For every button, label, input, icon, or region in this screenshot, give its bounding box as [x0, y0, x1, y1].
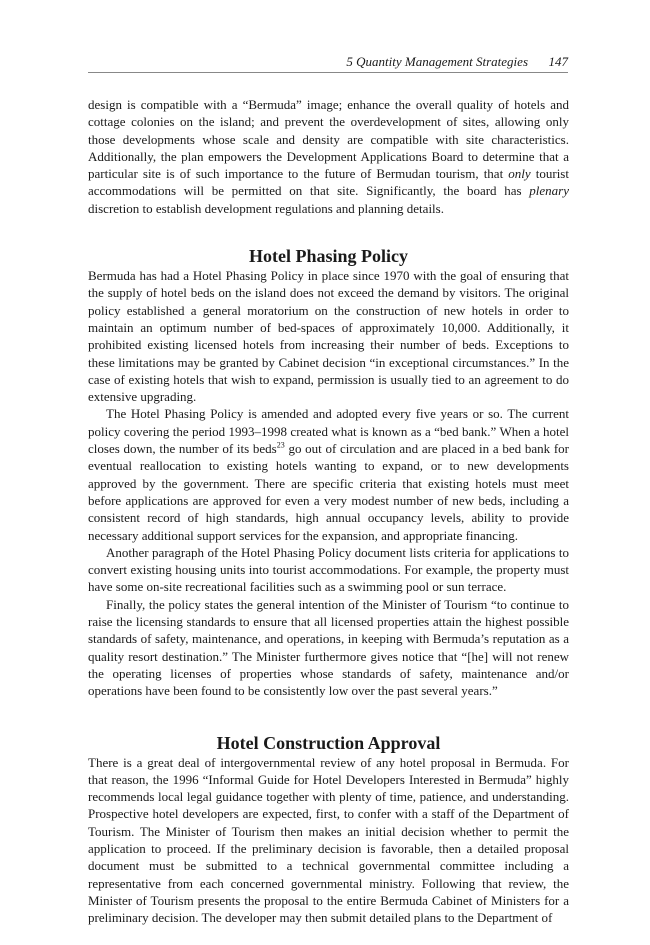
intro-emphasis-only: only: [508, 166, 531, 182]
intro-text-c: discretion to establish development regulations and planning details.: [88, 200, 444, 216]
intro-emphasis-plenary: plenary: [529, 183, 569, 199]
construction-paragraph-1: There is a great deal of intergovernmental review of any hotel proposal in Bermuda. For that reason, the 1996 “Informal Guide for Hotel Developers Interested in Bermuda” highly recommends local legal guidance together with plenty of time, patience, and understanding. Prospective hotel developers are expected, first, to confer with a staff of the Department of Tourism. The Minister of Tourism then makes an initial decision whether to permit the application to proceed. If the preliminary decision is favorable, then a detailed proposal document must be submitted to a technical governmental committee including a representative from each concerned governmental ministry. Following that review, the Minister of Tourism presents the proposal to the entire Bermuda Cabinet of Ministers for a preliminary decision. The developer may then submit detailed plans to the Department of: [88, 754, 569, 926]
intro-text-a: design is compatible with a “Bermuda” image; enhance the overall quality of hotels and cottage colonies on the island; and prevent the overdevelopment of sites, allowing only those developments whose scale and density are compatible with site characteristics. Additionally, the plan empowers the Development Applications Board to determine that a particular site is of such importance to the future of Bermudan tourism, that: [88, 97, 569, 182]
section-heading-construction: Hotel Construction Approval: [216, 732, 441, 753]
section-heading-phasing: Hotel Phasing Policy: [249, 246, 408, 267]
intro-paragraph: [88, 96, 569, 217]
phasing-p2-text-b: go out of circulation and are placed in a bed bank for eventual reallocation to existing hotels wanting to expand, or to new developments approved by the government. There are specific criteria that existing hotels must meet before applications are approved for even a very modest number of new beds, including a consistent record of high standards, high annual occupancy levels, ability to provide necessary additional support services for the expansion, and appropriate financing.: [88, 441, 569, 543]
intro-text-b: tourist accommodations will be permitted on that site. Significantly, the board has: [88, 166, 569, 199]
header-rule: [88, 72, 568, 73]
phasing-paragraph-4: Finally, the policy states the general intention of the Minister of Tourism “to continue to raise the licensing standards to ensure that all licensed properties attain the highest possible standards of safety, maintenance, and operations, in keeping with Bermuda’s reputation as a quality resort destination.” The Minister furthermore gives notice that “[he] will not renew the operating licenses of properties whose standards of safety, maintenance and/or operations have been found to be consistently low over the past several years.”: [88, 596, 569, 699]
page-number: 147: [548, 54, 568, 69]
phasing-paragraph-2: [88, 405, 569, 543]
phasing-paragraph-3: Another paragraph of the Hotel Phasing Policy document lists criteria for applications to convert existing housing units into tourist accommodations. For example, the property must have some on-site recreational facilities such as a swimming pool or sun terrace.: [88, 544, 569, 595]
page-body: [88, 96, 569, 926]
running-title: 5 Quantity Management Strategies: [346, 54, 528, 69]
footnote-ref: 23: [276, 440, 285, 450]
phasing-p2-text-a: The Hotel Phasing Policy is amended and adopted every five years or so. The current policy covering the period 1993–1998 created what is known as a “bed bank.” When a hotel closes down, the number of its beds: [88, 406, 569, 457]
running-header: [88, 52, 568, 74]
phasing-paragraph-1: Bermuda has had a Hotel Phasing Policy in place since 1970 with the goal of ensuring that the supply of hotel beds on the island does not exceed the demand by visitors. The original policy established a general moratorium on the construction of new hotels in order to maintain an optimum number of bed-spaces of approximately 10,000. Additionally, it prohibited existing licensed hotels from increasing their number of beds. Exceptions to these limitations may be granted by Cabinet decision “in exceptional circumstances.” In the case of existing hotels that wish to expand, permission is usually tied to an agreement to do extensive upgrading.: [88, 268, 569, 405]
